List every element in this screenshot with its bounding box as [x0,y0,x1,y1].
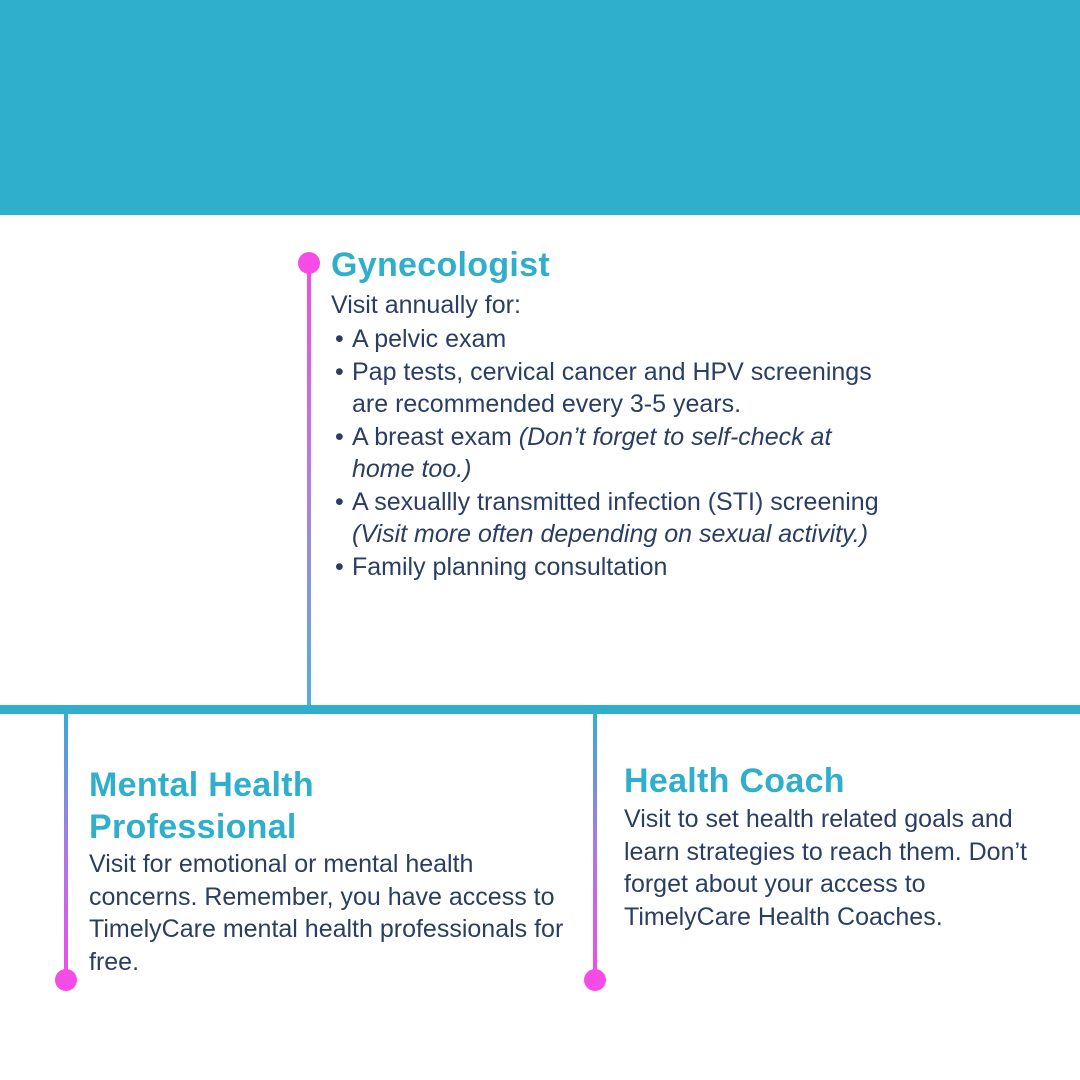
timeline-horizontal-line [0,705,1080,714]
list-item [331,551,891,584]
list-item [331,486,891,551]
health-coach-title: Health Coach [624,762,845,800]
mental-health-description: Visit for emotional or mental health concerns. Remember, you have access to TimelyCare mental health professionals for free. [89,850,564,976]
gynecologist-list [331,323,891,583]
list-item-note: (Don’t forget to self-check at home too.) [352,422,832,483]
list-item-text: Family planning consultation [352,552,668,581]
timeline-dot-gynecologist [298,252,320,274]
mental-health-title: Mental Health Professional [89,766,314,846]
list-item-text: A pelvic exam [352,325,507,353]
list-item [331,421,891,486]
list-item-text: Pap tests, cervical cancer and HPV screenings are recommended every 3-5 years. [352,357,872,418]
timeline-stem-mental-health [64,710,68,982]
bullet-icon: • [335,357,344,386]
list-item-text: A breast exam [352,422,512,451]
header-banner [0,0,1080,215]
timeline-dot-health-coach [584,969,606,991]
gynecologist-intro: Visit annually for: [331,291,521,319]
bullet-icon: • [335,487,344,516]
timeline-dot-mental-health [55,969,77,991]
list-item-text: A sexuallly transmitted infection (STI) screening [352,487,879,516]
list-item [331,356,891,421]
gynecologist-title: Gynecologist [331,246,550,284]
health-coach-description: Visit to set health related goals and learn strategies to reach them. Don’t forget about your access to TimelyCare Health Coaches. [624,805,1027,931]
bullet-icon: • [335,552,344,581]
bullet-icon: • [335,422,344,451]
list-item-note: (Visit more often depending on sexual activity.) [352,520,869,548]
bullet-icon: • [335,325,344,353]
timeline-stem-gynecologist [307,262,311,710]
timeline-stem-health-coach [593,710,597,982]
list-item [331,323,891,356]
